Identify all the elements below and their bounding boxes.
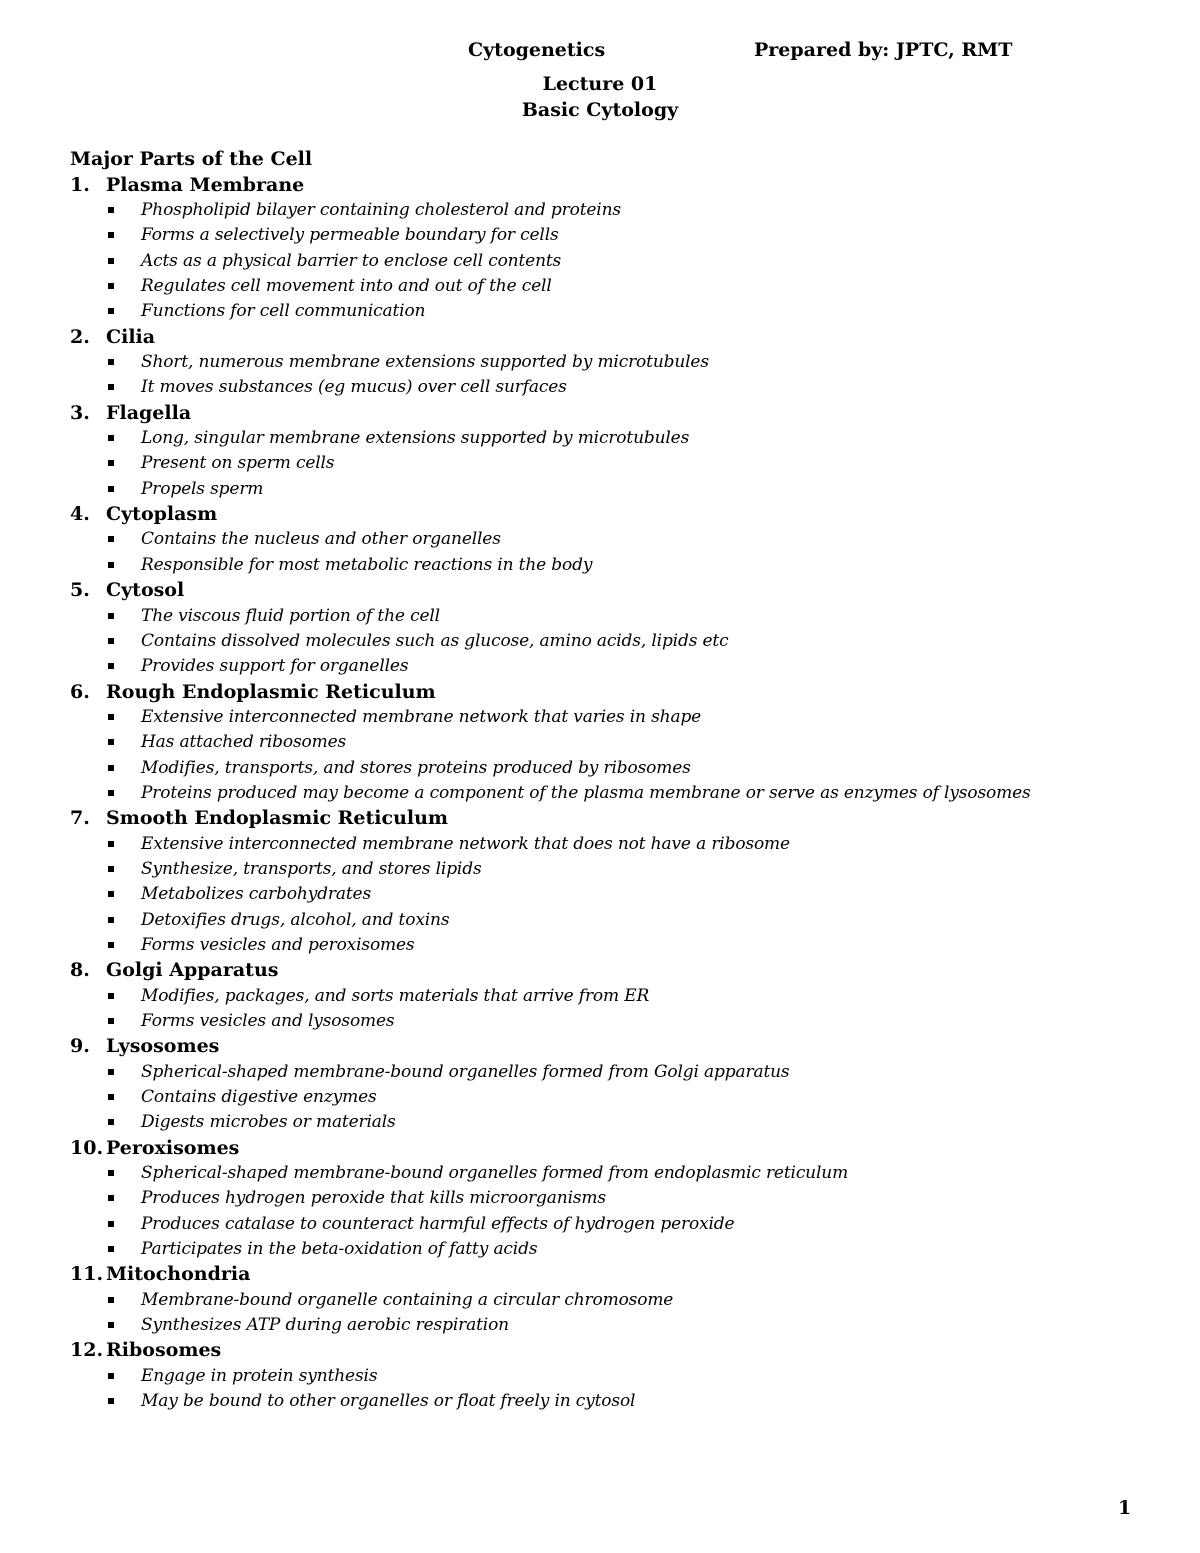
prepared-by: Prepared by: JPTC, RMT [754,39,1013,61]
square-bullet-icon [108,258,114,264]
bullet-text: Contains dissolved molecules such as glucose, amino acids, lipids etc [141,630,729,651]
part-number: 4. [70,503,90,526]
bullet-text: Contains the nucleus and other organelles [141,529,501,550]
lecture-number: Lecture 01 [542,73,658,95]
bullet-item [70,730,1150,755]
lecture-topic: Basic Cytology [521,99,679,121]
square-bullet-icon [108,460,114,466]
list-item-part [70,172,1150,324]
square-bullet-icon [108,562,114,568]
bullet-text: Provides support for organelles [141,656,409,677]
bullet-text: Extensive interconnected membrane network that varies in shape [141,706,702,727]
list-item-part [70,501,1150,577]
part-number: 11. [70,1263,104,1286]
square-bullet-icon [108,536,114,542]
list-item-part [70,958,1150,1034]
bullet-item [70,1160,1150,1185]
bullet-item [70,603,1150,628]
bullet-item [70,1287,1150,1312]
bullet-text: Has attached ribosomes [141,732,347,753]
section-heading: Major Parts of the Cell [70,148,313,170]
bullet-text: Engage in protein synthesis [141,1365,378,1386]
part-heading [70,578,1150,603]
list-item-part [70,324,1150,400]
bullet-text: Spherical-shaped membrane-bound organelles formed from Golgi apparatus [141,1061,790,1082]
square-bullet-icon [108,790,114,796]
bullet-text: Contains digestive enzymes [141,1087,377,1108]
bullet-item [70,1059,1150,1084]
bullet-item [70,1389,1150,1414]
part-name: Lysosomes [106,1035,220,1058]
bullet-item [70,831,1150,856]
part-heading [70,1135,1150,1160]
part-number: 7. [70,807,90,830]
square-bullet-icon [108,359,114,365]
bullet-text: Propels sperm [141,478,264,499]
part-number: 5. [70,579,90,602]
bullet-item [70,654,1150,679]
bullet-item [70,983,1150,1008]
part-heading [70,324,1150,349]
square-bullet-icon [108,283,114,289]
bullet-list [70,425,1150,501]
square-bullet-icon [108,1373,114,1379]
bullet-text: Spherical-shaped membrane-bound organelles formed from endoplasmic reticulum [141,1163,849,1184]
bullet-list [70,527,1150,578]
bullet-text: Extensive interconnected membrane network that does not have a ribosome [141,833,790,854]
square-bullet-icon [108,638,114,644]
bullet-item [70,425,1150,450]
part-number: 2. [70,325,90,348]
bullet-item [70,349,1150,374]
list-item-part [70,1338,1150,1414]
part-number: 9. [70,1035,90,1058]
bullet-text: Metabolizes carbohydrates [141,884,372,905]
part-name: Golgi Apparatus [106,959,279,982]
bullet-text: It moves substances (eg mucus) over cell surfaces [141,377,567,398]
square-bullet-icon [108,714,114,720]
bullet-text: Detoxifies drugs, alcohol, and toxins [141,909,450,930]
bullet-text: Synthesize, transports, and stores lipids [141,858,482,879]
part-number: 10. [70,1136,104,1159]
square-bullet-icon [108,1221,114,1227]
bullet-list [70,831,1150,958]
part-heading [70,400,1150,425]
square-bullet-icon [108,765,114,771]
bullet-text: Proteins produced may become a component of the plasma membrane or serve as enzymes of lysosomes [141,782,1031,803]
part-heading [70,1034,1150,1059]
bullet-item [70,552,1150,577]
bullet-text: Produces hydrogen peroxide that kills microorganisms [141,1188,606,1209]
bullet-item [70,1084,1150,1109]
square-bullet-icon [108,613,114,619]
part-number: 8. [70,959,90,982]
part-name: Mitochondria [106,1263,251,1286]
bullet-text: Produces catalase to counteract harmful effects of hydrogen peroxide [141,1213,735,1234]
bullet-list [70,603,1150,679]
bullet-item [70,1186,1150,1211]
square-bullet-icon [108,1297,114,1303]
bullet-list [70,1160,1150,1261]
square-bullet-icon [108,1246,114,1252]
bullet-list [70,1287,1150,1338]
square-bullet-icon [108,1398,114,1404]
bullet-item [70,1008,1150,1033]
bullet-text: Short, numerous membrane extensions supported by microtubules [141,352,709,373]
list-item-part [70,578,1150,679]
bullet-text: Membrane-bound organelle containing a circular chromosome [141,1289,674,1310]
square-bullet-icon [108,435,114,441]
part-name: Rough Endoplasmic Reticulum [106,680,436,703]
bullet-item [70,932,1150,957]
part-name: Peroxisomes [106,1136,240,1159]
bullet-text: Responsible for most metabolic reactions in the body [141,554,593,575]
bullet-text: Phospholipid bilayer containing cholesterol and proteins [141,200,621,221]
list-item-part [70,806,1150,958]
bullet-text: Acts as a physical barrier to enclose cell contents [141,250,562,271]
part-number: 1. [70,173,90,196]
part-number: 3. [70,401,90,424]
bullet-list [70,1059,1150,1135]
bullet-item [70,1236,1150,1261]
square-bullet-icon [108,486,114,492]
bullet-list [70,704,1150,805]
bullet-item [70,451,1150,476]
bullet-item [70,476,1150,501]
cell-parts-list [70,172,1150,1414]
square-bullet-icon [108,1195,114,1201]
part-name: Cilia [106,325,156,348]
bullet-list [70,983,1150,1034]
list-item-part [70,1034,1150,1135]
bullet-item [70,299,1150,324]
square-bullet-icon [108,384,114,390]
bullet-item [70,1211,1150,1236]
square-bullet-icon [108,1119,114,1125]
bullet-item [70,375,1150,400]
bullet-text: Digests microbes or materials [141,1112,396,1133]
square-bullet-icon [108,917,114,923]
bullet-text: Modifies, packages, and sorts materials that arrive from ER [141,985,650,1006]
square-bullet-icon [108,1094,114,1100]
bullet-list [70,1363,1150,1414]
bullet-text: Participates in the beta-oxidation of fatty acids [141,1239,538,1260]
bullet-text: Functions for cell communication [141,301,426,322]
bullet-item [70,248,1150,273]
square-bullet-icon [108,1069,114,1075]
part-heading [70,172,1150,197]
part-number: 6. [70,680,90,703]
bullet-list [70,197,1150,324]
part-number: 12. [70,1339,104,1362]
part-name: Ribosomes [106,1339,222,1362]
bullet-text: Forms vesicles and peroxisomes [141,934,415,955]
part-heading [70,958,1150,983]
square-bullet-icon [108,663,114,669]
bullet-item [70,273,1150,298]
square-bullet-icon [108,308,114,314]
list-item-part [70,1262,1150,1338]
bullet-item [70,1312,1150,1337]
page-number: 1 [1118,1497,1132,1519]
square-bullet-icon [108,232,114,238]
bullet-text: May be bound to other organelles or float freely in cytosol [141,1391,636,1412]
list-item-part [70,679,1150,806]
bullet-item [70,755,1150,780]
bullet-text: Long, singular membrane extensions supported by microtubules [141,428,690,449]
bullet-item [70,1110,1150,1135]
square-bullet-icon [108,739,114,745]
bullet-text: Regulates cell movement into and out of the cell [141,276,552,297]
bullet-item [70,780,1150,805]
part-name: Flagella [106,401,192,424]
bullet-item [70,527,1150,552]
part-heading [70,806,1150,831]
bullet-text: Modifies, transports, and stores proteins produced by ribosomes [141,757,691,778]
bullet-item [70,197,1150,222]
part-name: Cytosol [106,579,185,602]
bullet-text: Present on sperm cells [141,453,335,474]
part-heading [70,1338,1150,1363]
bullet-item [70,704,1150,729]
part-name: Smooth Endoplasmic Reticulum [106,807,449,830]
part-heading [70,679,1150,704]
bullet-text: Synthesizes ATP during aerobic respiration [141,1315,509,1336]
part-heading [70,501,1150,526]
square-bullet-icon [108,841,114,847]
square-bullet-icon [108,1322,114,1328]
square-bullet-icon [108,1170,114,1176]
bullet-item [70,628,1150,653]
bullet-item [70,856,1150,881]
course-title: Cytogenetics [468,39,606,61]
square-bullet-icon [108,866,114,872]
part-name: Plasma Membrane [106,173,305,196]
square-bullet-icon [108,993,114,999]
square-bullet-icon [108,891,114,897]
bullet-item [70,223,1150,248]
part-heading [70,1262,1150,1287]
bullet-item [70,907,1150,932]
list-item-part [70,1135,1150,1262]
bullet-text: The viscous fluid portion of the cell [141,605,440,626]
part-name: Cytoplasm [106,503,218,526]
bullet-item [70,882,1150,907]
square-bullet-icon [108,1018,114,1024]
square-bullet-icon [108,207,114,213]
bullet-text: Forms vesicles and lysosomes [141,1011,395,1032]
bullet-text: Forms a selectively permeable boundary for cells [141,225,559,246]
bullet-item [70,1363,1150,1388]
square-bullet-icon [108,942,114,948]
list-item-part [70,400,1150,501]
bullet-list [70,349,1150,400]
